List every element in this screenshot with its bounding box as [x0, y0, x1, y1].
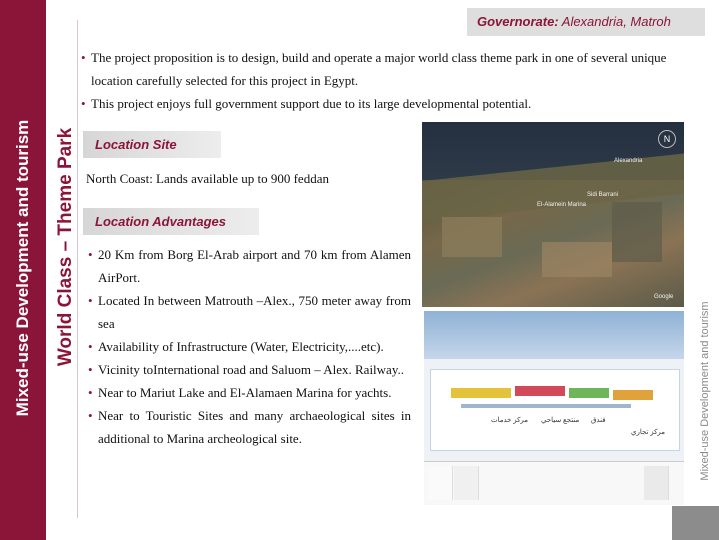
terrain-patch [442, 217, 502, 257]
plan-zone [569, 388, 609, 398]
intro-bullet-list [83, 46, 693, 115]
governorate-value: Alexandria, Matroh [558, 14, 671, 29]
bullet-icon: • [88, 247, 93, 262]
corner-decoration [672, 506, 719, 540]
advantage-text: Availability of Infrastructure (Water, Electricity,....etc). [98, 339, 384, 354]
intro-bullet-text: The project proposition is to design, build and operate a major world class theme park in one of several unique location carefully selected for this project in Egypt. [91, 50, 667, 88]
governorate-box [467, 8, 705, 36]
plan-label: مركز تجاري [631, 428, 666, 436]
advantage-text: Near to Touristic Sites and many archaeological sites in additional to Marina archeological site. [98, 408, 411, 446]
advantage-text: Near to Mariut Lake and El-Alamaen Marina for yachts. [98, 385, 392, 400]
advantage-text: Vicinity toInternational road and Saluom – Alex. Railway.. [98, 362, 404, 377]
map-label: Google [654, 294, 674, 300]
advantages-list [90, 243, 411, 450]
terrain-patch [542, 242, 612, 277]
legend-cell [454, 466, 479, 500]
bullet-icon: • [88, 293, 93, 308]
bullet-icon: • [88, 362, 93, 377]
advantage-item [90, 358, 411, 381]
plan-label: مركز خدمات [491, 416, 529, 424]
plan-road [461, 404, 631, 408]
plan-sea-area [424, 311, 684, 359]
plan-zone [613, 390, 653, 400]
plan-label: منتجع سياحي [541, 416, 580, 424]
location-site-heading: Location Site [83, 131, 221, 158]
bullet-icon: • [81, 96, 86, 111]
advantage-text: Located In between Matrouth –Alex., 750 meter away from sea [98, 293, 411, 331]
intro-bullet [83, 92, 693, 115]
bullet-icon: • [88, 408, 93, 423]
band-vertical-title: Mixed-use Development and tourism [13, 119, 32, 417]
governorate-label: Governorate: [477, 14, 559, 29]
bullet-icon: • [88, 339, 93, 354]
intro-bullet [83, 46, 693, 92]
plan-development-band [430, 369, 680, 451]
legend-cell [428, 466, 453, 500]
terrain-patch [612, 202, 662, 262]
advantage-text: 20 Km from Borg El-Arab airport and 70 km from Alamen AirPort. [98, 247, 411, 285]
advantage-item [90, 335, 411, 358]
site-plan-image [424, 311, 684, 505]
plan-legend-strip [424, 461, 684, 505]
bullet-icon: • [81, 50, 86, 65]
bullet-icon: • [88, 385, 93, 400]
vertical-divider [77, 20, 78, 518]
satellite-map-image [422, 122, 684, 307]
map-label: Sidi Barrani [587, 192, 619, 198]
advantage-item [90, 289, 411, 335]
location-site-text: North Coast: Lands available up to 900 feddan [86, 171, 329, 186]
advantage-item [90, 404, 411, 450]
map-label: Alexandria [614, 158, 643, 164]
compass-icon: N [658, 130, 676, 148]
map-label: El-Alamein Marina [537, 202, 587, 208]
right-vertical-caption: Mixed-use Development and tourism [699, 301, 711, 481]
location-advantages-heading: Location Advantages [83, 208, 259, 235]
plan-zone [515, 386, 565, 396]
advantage-item [90, 243, 411, 289]
plan-zone [451, 388, 511, 398]
advantage-item [90, 381, 411, 404]
intro-bullet-text: This project enjoys full government support due to its large developmental potential. [91, 96, 532, 111]
plan-label: فندق [591, 416, 606, 424]
page-vertical-title: World Class – Theme Park [55, 127, 76, 367]
legend-cell [644, 466, 669, 500]
